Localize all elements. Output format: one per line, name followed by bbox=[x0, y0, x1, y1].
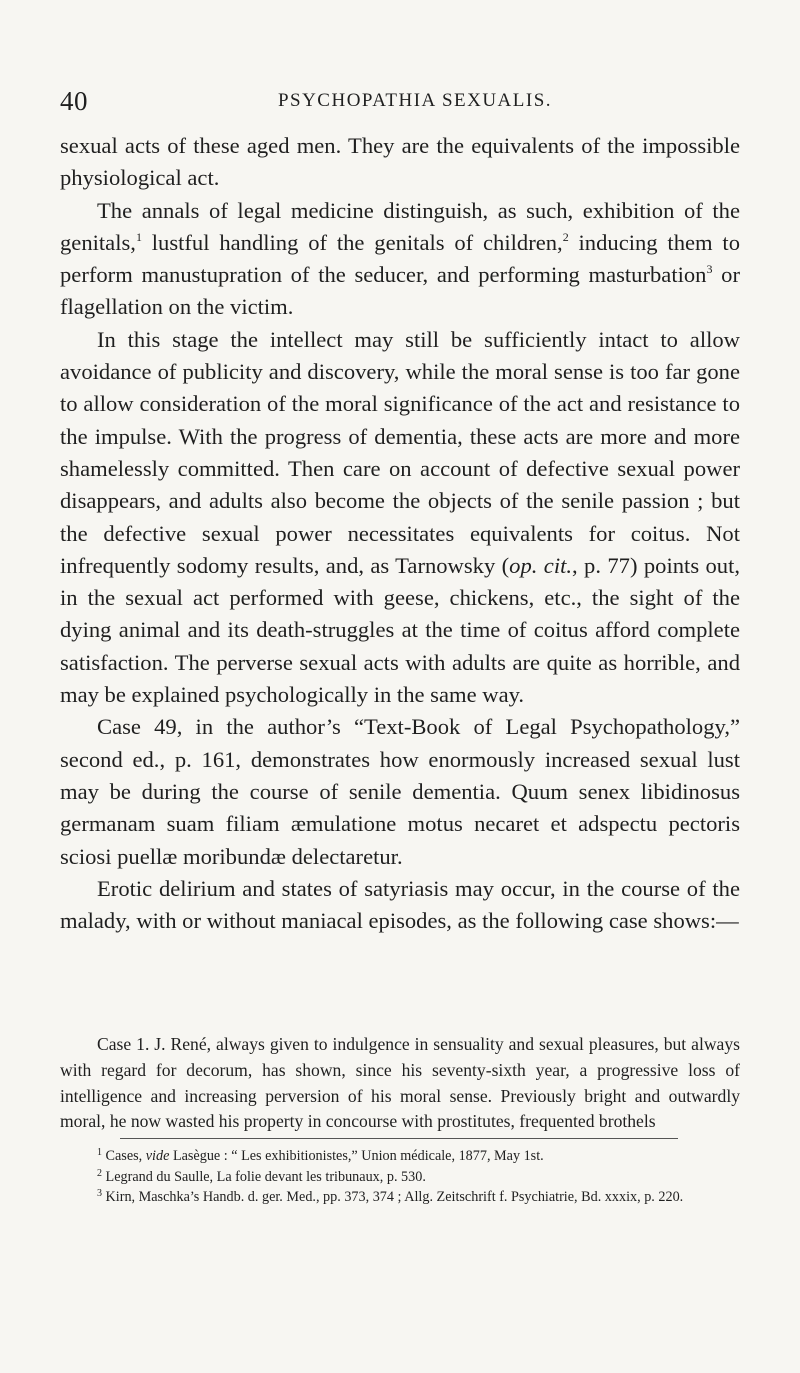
case-report bbox=[60, 1032, 740, 1135]
running-title: PSYCHOPATHIA SEXUALIS. bbox=[277, 90, 553, 111]
footnote-2 bbox=[60, 1167, 740, 1188]
paragraph-4: Case 49, in the author’s “Text-Book of Legal Psychopathology,” second ed., p. 161, demonstrates how enormously increased sexual lust may be during the course of senile dementia. Quum senex libidinosus germanam suam filiam æmulatione motus necaret et adspectu pectoris sciosi puellæ moribundæ delectaretur. bbox=[60, 714, 740, 869]
footnote-ref-2[interactable]: 2 bbox=[562, 229, 569, 244]
paragraph-5: Erotic delirium and states of satyriasis may occur, in the course of the malady, with or without maniacal episodes, as the following case shows:— bbox=[60, 875, 740, 934]
footnote-1-number: 1 bbox=[97, 1147, 102, 1158]
footnote-1-part-a: Cases, bbox=[102, 1148, 146, 1164]
paragraph-2-part-c: inducing them to perform manustupration of the seducer, and performing masturbation bbox=[60, 229, 740, 288]
footnote-3-text: Kirn, Maschka’s Handb. d. ger. Med., pp. 373, 374 ; Allg. Zeitschrift f. Psychiatrie, Bd. xxxix, p. 220. bbox=[102, 1189, 684, 1205]
footnote-2-text: Legrand du Saulle, La folie devant les tribunaux, p. 530. bbox=[102, 1168, 426, 1185]
citation-op-cit: op. cit. bbox=[509, 552, 573, 578]
page-number: 40 bbox=[60, 86, 88, 116]
paragraph-2 bbox=[60, 195, 740, 324]
footnote-2-number: 2 bbox=[97, 1167, 102, 1179]
footnote-ref-3[interactable]: 3 bbox=[706, 262, 713, 277]
footnote-ref-1[interactable]: 1 bbox=[135, 229, 142, 244]
page-header bbox=[60, 86, 740, 116]
footnote-3 bbox=[60, 1187, 740, 1208]
paragraph-1: sexual acts of these aged men. They are the equivalents of the impossible physiological act. bbox=[60, 133, 740, 191]
footnote-1-vide: vide bbox=[145, 1148, 170, 1164]
paragraph-3-part-b: , p. 77) points out, in the sexual act performed with geese, chickens, etc., the sight of the dying animal and its death-struggles at the time of coitus afford complete satisfaction. The perverse sexual acts with adults are quite as horrible, and may be explained psychologically in the same way. bbox=[60, 552, 741, 708]
paragraph-3-part-a: In this stage the intellect may still be sufficiently intact to allow avoidance of publicity and discovery, while the moral sense is too far gone to allow consideration of the moral significance of the act and resistance to the impulse. With the progress of dementia, these acts are more and more shamelessly committed. Then care on account of defective sexual power disappears, and adults also become the objects of the senile passion ; but the defective sexual power necessitates equivalents for coitus. Not infrequently sodomy results, and, as Tarnowsky ( bbox=[60, 326, 740, 578]
paragraph-2-part-d: or flagellation on the victim. bbox=[60, 262, 740, 320]
footnote-1 bbox=[60, 1146, 740, 1167]
case-1-text: Case 1. J. René, always given to indulgence in sensuality and sexual pleasures, but always with regard for decorum, has shown, since his seventy-sixth year, a progressive loss of intelligence and increasing perversion of his moral sense. Previously bright and outwardly moral, he now wasted his property in concourse with prostitutes, frequented brothels bbox=[60, 1034, 740, 1132]
paragraph-2-part-a: The annals of legal medicine distinguish, as such, exhibition of the genitals, bbox=[60, 197, 740, 255]
paragraph-2-part-b: lustful handling of the genitals of children, bbox=[141, 229, 563, 255]
main-text bbox=[60, 130, 740, 937]
footnotes bbox=[60, 1146, 740, 1208]
footnote-3-number: 3 bbox=[97, 1188, 102, 1199]
footnote-divider bbox=[120, 1138, 678, 1139]
paragraph-3 bbox=[60, 324, 740, 712]
footnote-1-part-b: Lasègue : “ Les exhibitionistes,” Union médicale, 1877, May 1st. bbox=[169, 1148, 544, 1164]
